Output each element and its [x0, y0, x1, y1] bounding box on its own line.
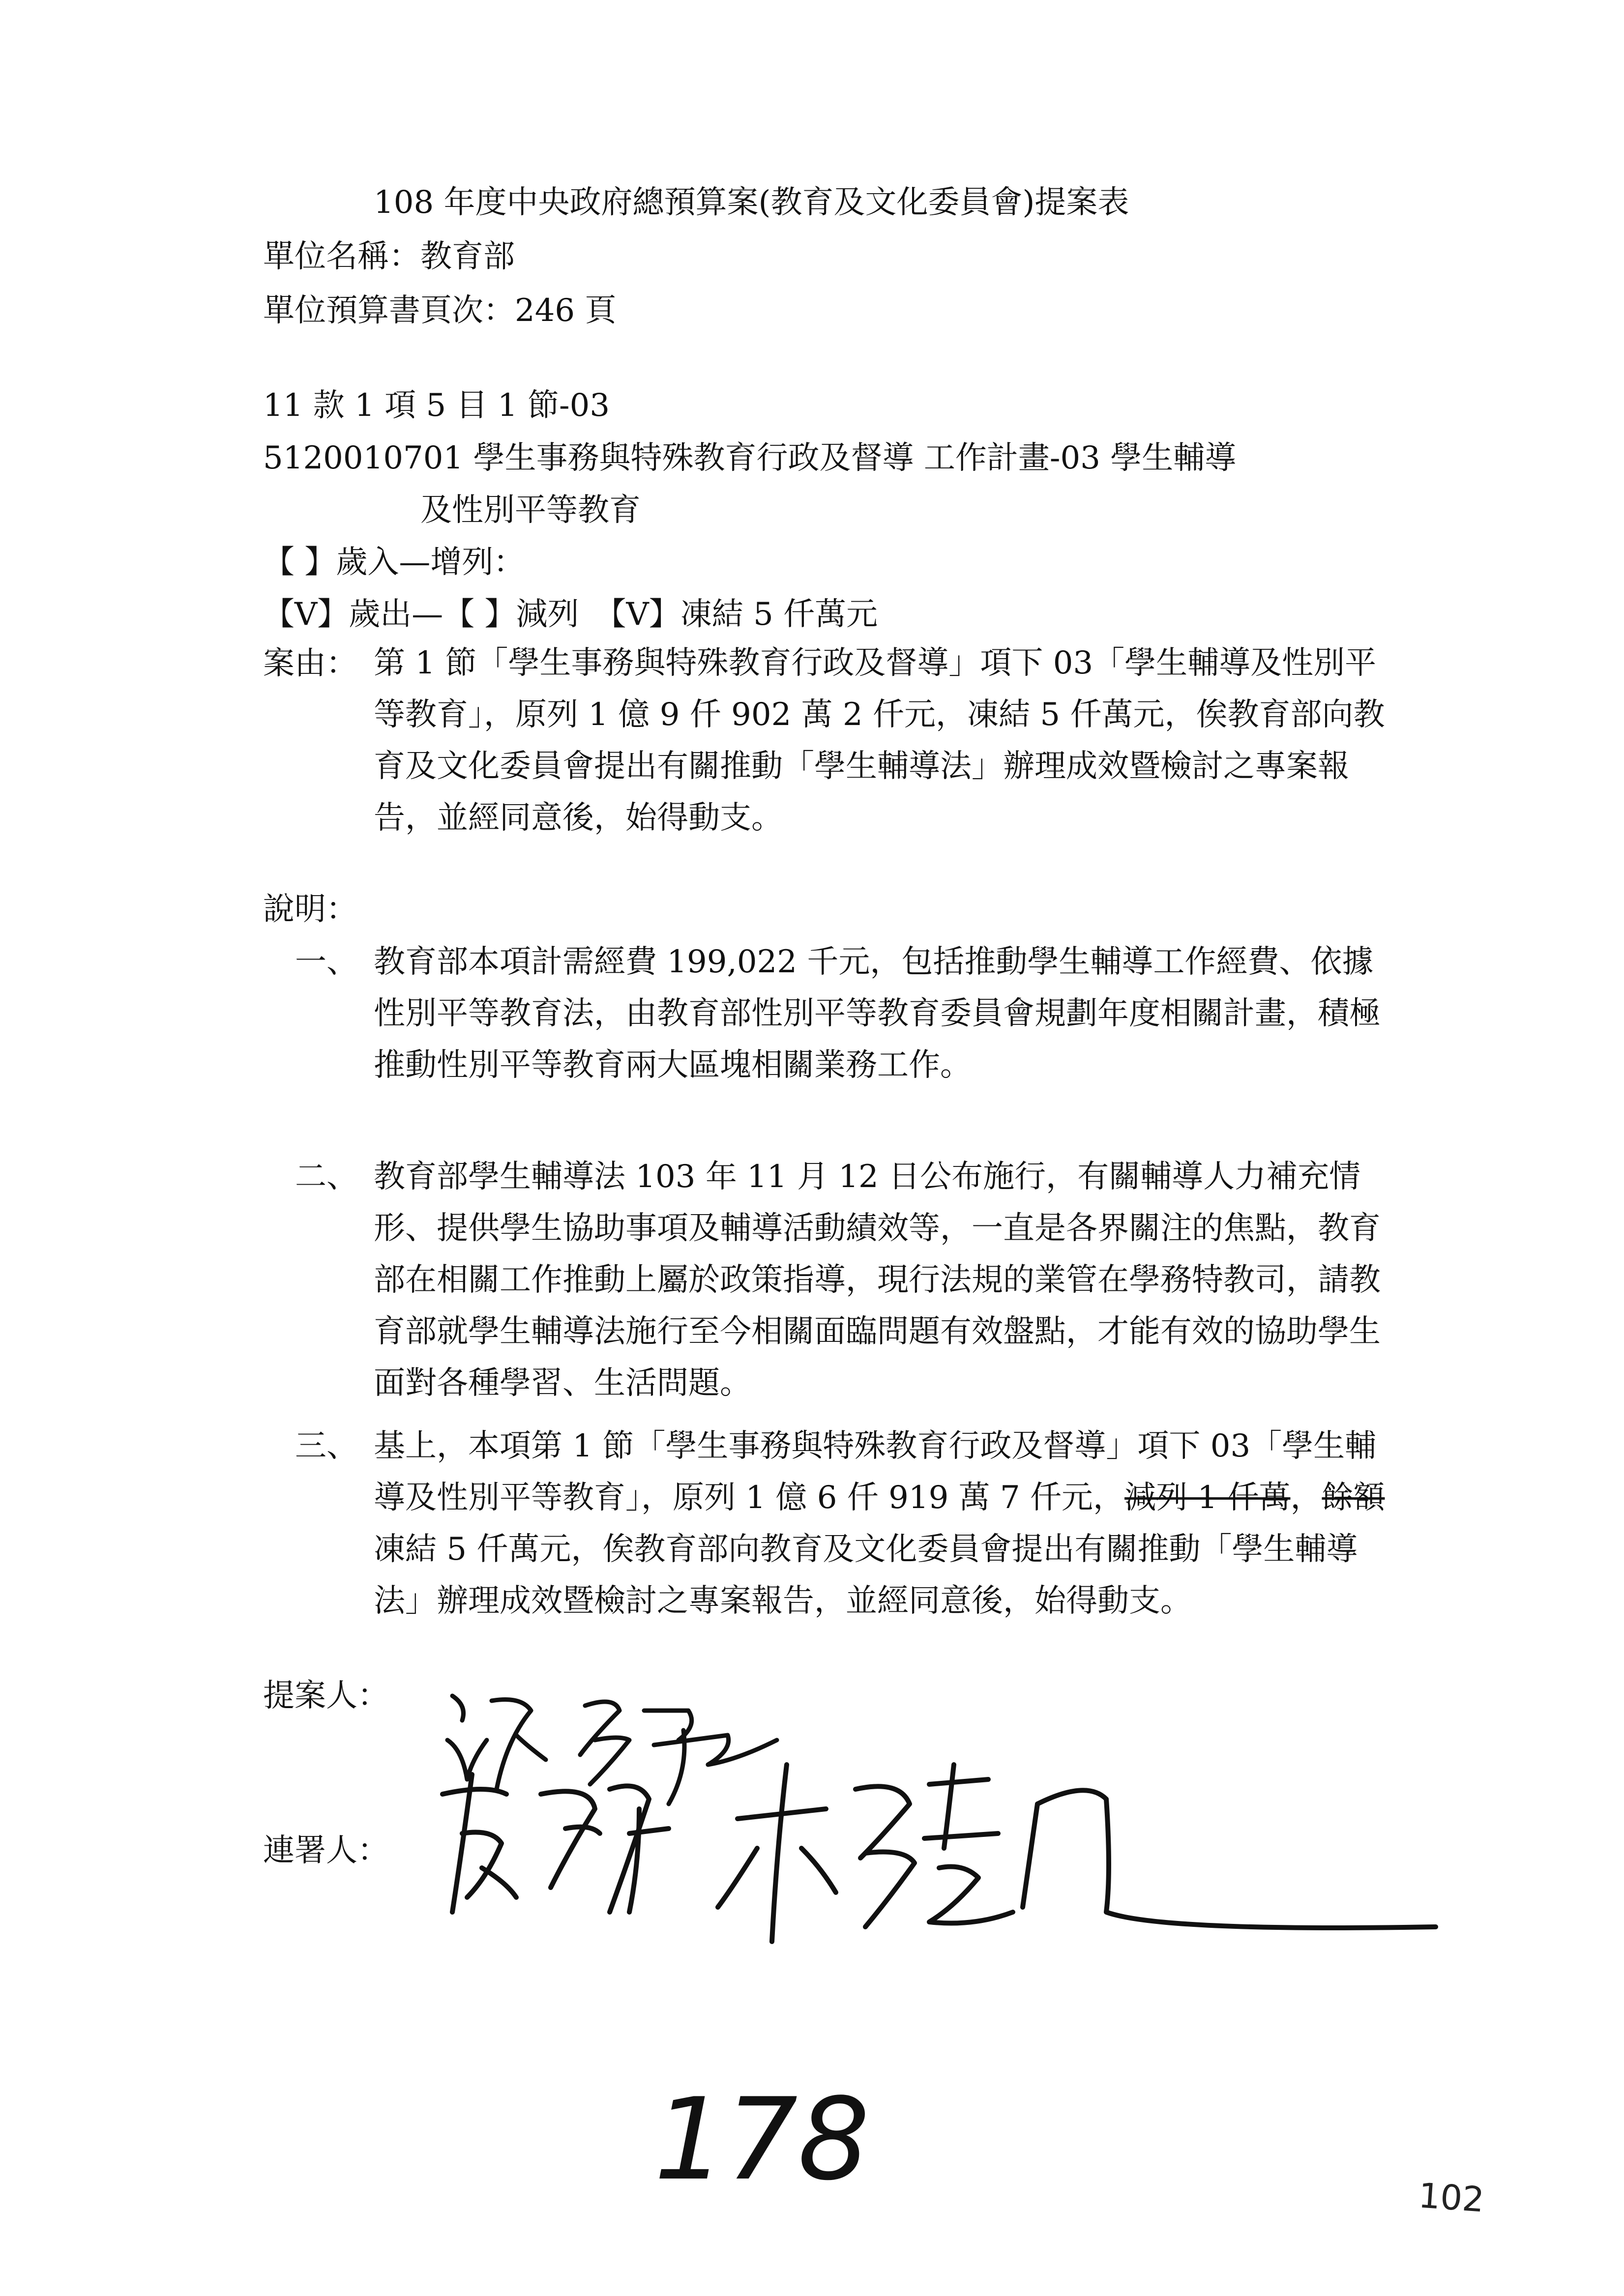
item-code: 11 款 1 項 5 目 1 節-03 — [263, 387, 610, 424]
cosigner-signature — [433, 1750, 1460, 1996]
point-3-text-c: 凍結 5 仟萬元，俟教育部向教育及文化委員會提出有關推動「學生輔導法」辦理成效暨檢討之專案報告，並經同意後，始得動支。 — [374, 1531, 1358, 1619]
case-text: 第 1 節「學生事務與特殊教育行政及督導」項下 03「學生輔導及性別平等教育」，原列 1 億 9 仟 902 萬 2 仟元，凍結 5 仟萬元，俟教育部向教育及文化委員會提出有關推動「學生輔導法」辦理成效暨檢討之專案報告，並經同意後，始得動支。 — [374, 645, 1385, 836]
point-3-text-b: ， — [1290, 1480, 1322, 1516]
revenue-line: 【 】歲入—增列： — [263, 544, 525, 581]
document-title: 108 年度中央政府總預算案(教育及文化委員會)提案表 — [374, 184, 1129, 221]
point-3-strike-1: 減列 1 仟萬 — [1124, 1480, 1291, 1516]
point-3-text-a: 基上，本項第 1 節「學生事務與特殊教育行政及督導」項下 03「學生輔導及性別平等教育」，原列 1 億 6 仟 919 萬 7 仟元， — [374, 1428, 1377, 1516]
cosigner-label: 連署人： — [263, 1832, 389, 1869]
expenditure-line: 【V】歲出—【 】減列 【V】凍結 5 仟萬元 — [263, 596, 878, 633]
unit-name: 單位名稱：教育部 — [263, 238, 515, 275]
program-line-2: 及性別平等教育 — [420, 492, 641, 528]
budget-page: 單位預算書頁次：246 頁 — [263, 292, 617, 329]
point-3-text — [374, 1421, 1396, 1627]
point-2-number: 二、 — [295, 1159, 358, 1195]
point-1-text: 教育部本項計需經費 199,022 千元，包括推動學生輔導工作經費、依據性別平等教育法，由教育部性別平等教育委員會規劃年度相關計畫，積極推動性別平等教育兩大區塊相關業務工作。 — [374, 944, 1381, 1083]
point-3-number: 三、 — [295, 1428, 358, 1464]
handwritten-page-number: 178 — [654, 2074, 870, 2206]
program-line-1: 5120010701 學生事務與特殊教育行政及督導 工作計畫-03 學生輔導 — [263, 440, 1237, 476]
explanation-label: 說明： — [263, 891, 357, 928]
case-label: 案由： — [263, 645, 357, 682]
point-2-text: 教育部學生輔導法 103 年 11 月 12 日公布施行，有關輔導人力補充情形、提供學生協助事項及輔導活動績效等，一直是各界關注的焦點，教育部在相關工作推動上屬於政策指導，現行法規的業管在學務特教司，請教育部就學生輔導法施行至今相關面臨問題有效盤點，才能有效的協助學生面對各種學習、生活問題。 — [374, 1159, 1381, 1401]
point-1-number: 一、 — [295, 944, 358, 980]
point-3-strike-2: 餘額 — [1322, 1480, 1385, 1516]
proposer-label: 提案人： — [263, 1678, 389, 1714]
small-page-number: 102 — [1417, 2175, 1486, 2220]
